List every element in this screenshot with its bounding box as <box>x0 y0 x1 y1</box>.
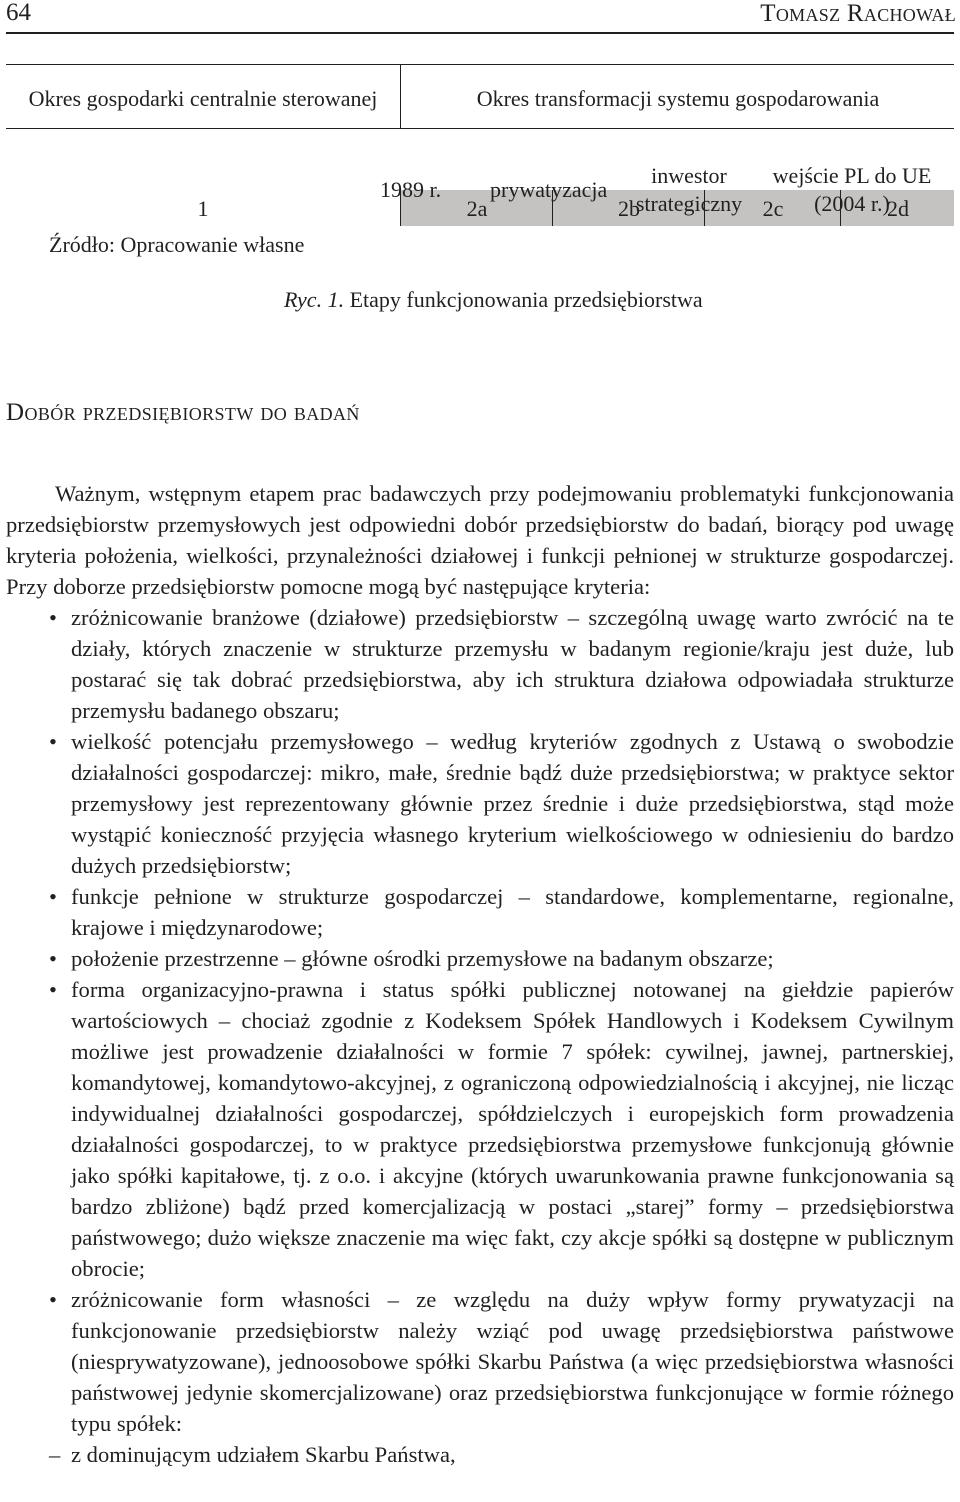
bullet-marker: • <box>49 605 57 630</box>
caption-label: Ryc. 1. <box>284 287 345 312</box>
stage-1: 1 <box>6 190 401 226</box>
page-header <box>0 0 960 34</box>
event-eu-line1: wejście PL do UE <box>772 163 932 188</box>
list-item <box>6 974 954 1284</box>
bullet-marker: • <box>49 729 57 754</box>
event-eu-line2: (2004 r.) <box>814 191 890 216</box>
section-heading: Dobór przedsiębiorstw do badań <box>6 399 360 426</box>
figure-caption <box>284 286 703 314</box>
list-item-text: forma organizacyjno-prawna i status spółki publicznej notowanej na giełdzie papierów wartościowych – chociaż zgodnie z Kodeksem Spółek Handlowych i Kodeksem Cywilnym możliwe jest prowadzenie działalności w formie 7 spółek: cywilnej, jawnej, partnerskiej, komandytowej, komandytowo-akcyjnej, z ograniczoną odpowiedzialnością i akcyjnej, nie licząc indywidualnej działalności gospodarczej, spółdzielczych i europejskich form prowadzenia działalności gospodarczej, to w praktyce przedsiębiorstwa przemysłowe funkcjonują głównie jako spółki kapitałowe, tj. z o.o. i akcyjne (których uwarunkowania prawne funkcjonowania są bardzo zbliżone) bądź przed komercjalizacją w postaci „starej” formy – przedsiębiorstwa państwowego; dużo większe znaczenie ma więc fakt, czy akcje spółki są dostępne w publicznym obrocie; <box>71 977 954 1281</box>
bullet-marker: • <box>49 1287 57 1312</box>
stage-2d: 2d <box>887 196 909 221</box>
event-strategic-investor <box>624 162 754 218</box>
event-1989: 1989 r. <box>380 177 442 202</box>
list-item-text: zróżnicowanie form własności – ze względu na duży wpływ formy prywatyzacji na funkcjonowanie przedsiębiorstw należy wziąć pod uwagę przedsiębiorstwa państwowe (niesprywatyzowane), jednoosobowe spółki Skarbu Państwa (a więc przedsiębiorstwa własności państwowej jedynie skomercjalizowane) oraz przedsiębiorstwa funkcjonujące w formie różnego typu spółek: <box>71 1287 954 1436</box>
bullet-marker: • <box>49 946 57 971</box>
list-item <box>6 943 954 974</box>
list-item <box>6 1284 954 1439</box>
running-head: Tomasz Rachował <box>760 0 956 27</box>
period-row <box>6 64 954 129</box>
list-item-text: funkcje pełnione w strukturze gospodarczej – standardowe, komplementarne, regionalne, krajowe i międzynarodowe; <box>71 884 954 940</box>
event-eu-accession <box>762 162 942 218</box>
dash-marker: – <box>49 1442 61 1467</box>
list-item-text: położenie przestrzenne – główne ośrodki przemysłowe na badanym obszarze; <box>71 946 774 971</box>
event-privatization: prywatyzacja <box>490 177 608 202</box>
list-item <box>6 602 954 726</box>
event-investor-line1: inwestor <box>651 163 727 188</box>
bullet-marker: • <box>49 977 57 1002</box>
list-item-text: zróżnicowanie branżowe (działowe) przedsiębiorstw – szczególną uwagę warto zwrócić na te działy, których znaczenie w strukturze przemysłu w badanym regionie/kraju jest duże, lub postarać się tak dobrać przedsiębiorstwa, aby ich struktura działowa odpowiadała strukturze przemysłu badanego obszaru; <box>71 605 954 723</box>
event-investor-line2: strategiczny <box>635 191 743 216</box>
sub-list-item-text: z dominującym udziałem Skarbu Państwa, <box>71 1442 456 1467</box>
caption-text: Etapy funkcjonowania przedsiębiorstwa <box>344 287 703 312</box>
stage-2b: 2b <box>554 190 705 226</box>
page-number: 64 <box>6 0 31 26</box>
intro-paragraph: Ważnym, wstępnym etapem prac badawczych przy podejmowaniu problematyki funkcjonowania przedsiębiorstw przemysłowych jest odpowiedni dobór przedsiębiorstw do badań, biorący pod uwagę kryteria położenia, wielkości, przynależności działowej i funkcji pełnionej w strukturze gospodarczej. Przy doborze przedsiębiorstw pomocne mogą być następujące kryteria: <box>6 481 954 599</box>
period-transformation-label: Okres transformacji systemu gospodarowania <box>476 86 880 111</box>
bullet-marker: • <box>49 884 57 909</box>
figure-source: Źródło: Opracowanie własne <box>49 232 305 257</box>
list-item <box>6 881 954 943</box>
period-central-label: Okres gospodarki centralnie sterowanej <box>6 65 401 128</box>
stage-2a: 2a <box>402 190 553 226</box>
list-item <box>6 726 954 881</box>
header-rule <box>6 32 954 34</box>
sub-list-item <box>6 1439 954 1470</box>
list-item-text: wielkość potencjału przemysłowego – według kryteriów zgodnych z Ustawą o swobodzie działalności gospodarczej: mikro, małe, średnie bądź duże przedsiębiorstwa; w praktyce sektor przemysłowy jest reprezentowany głównie przez średnie i duże przedsiębiorstwa, stąd może wystąpić konieczność przyjęcia własnego kryterium wielkościowego w odniesieniu do bardzo dużych przedsiębiorstw; <box>71 729 954 878</box>
stage-2c: 2c <box>706 190 841 226</box>
criteria-list <box>6 602 954 1439</box>
body-text <box>6 478 954 1470</box>
